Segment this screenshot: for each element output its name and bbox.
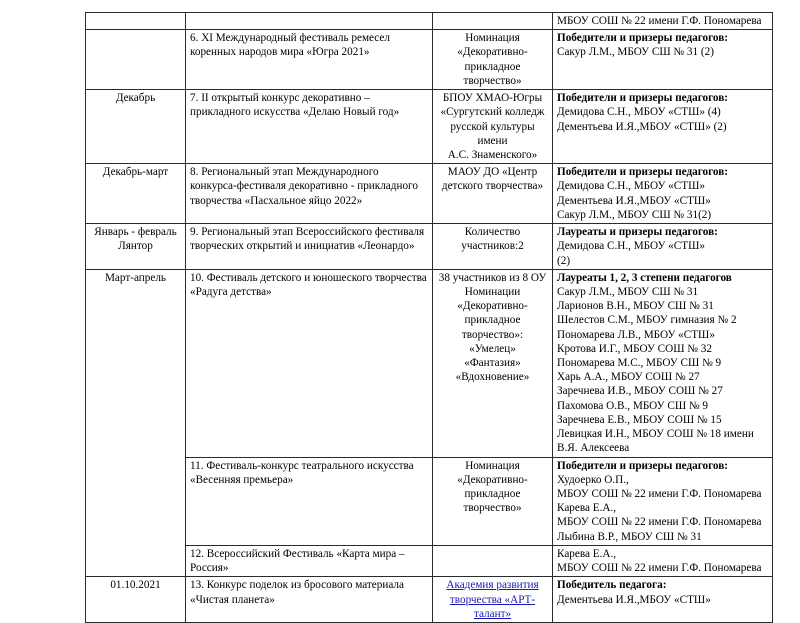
result-line: Демидова С.Н., МБОУ «СТШ» (4)	[557, 106, 721, 119]
organizer-line: творчество»:	[461, 328, 524, 341]
result-line: Сакур Л.М., МБОУ СШ № 31	[557, 285, 699, 298]
organizer-line: «Декоративно-прикладное	[457, 46, 528, 73]
organizer-line: «Фантазия»	[464, 357, 521, 370]
table-row	[86, 13, 773, 30]
cell-organizer	[433, 577, 553, 623]
cell-result	[553, 269, 773, 457]
result-line: МБОУ СОШ № 22 имени Г.Ф. Пономарева	[557, 516, 762, 529]
cell-period: Декабрь-март	[86, 164, 186, 224]
result-line: Демидова С.Н., МБОУ «СТШ»	[557, 180, 705, 193]
result-line: Ларионов В.Н., МБОУ СШ № 31	[557, 300, 714, 313]
result-line: Карева Е.А.,	[557, 502, 617, 515]
organizer-link-line: Академия развития	[446, 579, 539, 592]
cell-organizer	[433, 224, 553, 270]
cell-result	[553, 13, 773, 30]
result-line: Карева Е.А.,	[557, 547, 617, 560]
result-line: Пономарева Л.В., МБОУ «СТШ»	[557, 328, 715, 341]
organizer-line: творчество»	[463, 74, 522, 87]
result-heading: Победители и призеры педагогов:	[557, 166, 729, 179]
organizer-line: А.С. Знаменского»	[447, 148, 538, 161]
organizer-line: Номинация	[465, 459, 520, 472]
cell-organizer	[433, 457, 553, 545]
result-line: Левицкая И.Н., МБОУ СОШ № 18 имени В.Я. Алексеева	[557, 428, 754, 455]
result-heading: Победители и призеры педагогов:	[557, 32, 729, 45]
cell-event: 8. Региональный этап Международного конкурса-фестиваля декоративно - прикладного творчества «Пасхальное яйцо 2022»	[186, 164, 433, 224]
cell-result	[553, 545, 773, 576]
table-row	[86, 90, 773, 164]
organizer-hyperlink[interactable]	[437, 578, 548, 621]
result-line: Шелестов С.М., МБОУ гимназия № 2	[557, 314, 737, 327]
cell-period	[86, 224, 186, 270]
cell-period	[86, 13, 186, 30]
cell-result	[553, 90, 773, 164]
cell-result	[553, 224, 773, 270]
cell-event: 13. Конкурс поделок из бросового материала «Чистая планета»	[186, 577, 433, 623]
organizer-line: «Вдохновение»	[455, 371, 530, 384]
result-line: Лыбина В.Р., МБОУ СШ № 31	[557, 530, 702, 543]
organizer-line: БПОУ ХМАО-Югры	[442, 92, 543, 105]
organizer-line: творчество»	[463, 502, 522, 515]
result-line: Дементьева И.Я.,МБОУ «СТШ»	[557, 194, 711, 207]
table-body	[86, 13, 773, 623]
cell-organizer	[433, 545, 553, 576]
result-heading: Победитель педагога:	[557, 579, 667, 592]
cell-event: 12. Всероссийский Фестиваль «Карта мира – Россия»	[186, 545, 433, 576]
cell-event: 6. XI Международный фестиваль ремесел коренных народов мира «Югра 2021»	[186, 30, 433, 90]
cell-organizer	[433, 13, 553, 30]
result-line: Пахомова О.В., МБОУ СШ № 9	[557, 399, 708, 412]
table-row	[86, 224, 773, 270]
organizer-line: «Декоративно-прикладное	[457, 300, 528, 327]
result-line: Харь А.А., МБОУ СОШ № 27	[557, 371, 700, 384]
table-row	[86, 457, 773, 545]
cell-organizer	[433, 90, 553, 164]
organizer-line: «Сургутский колледж	[440, 106, 545, 119]
organizer-line: русской культуры имени	[450, 120, 535, 147]
result-line: МБОУ СОШ № 22 имени Г.Ф. Пономарева	[557, 15, 762, 27]
result-line: МБОУ СОШ № 22 имени Г.Ф. Пономарева	[557, 488, 762, 500]
result-heading: Лауреаты и призеры педагогов:	[557, 226, 718, 239]
period-line: Лянтор	[118, 240, 153, 253]
table-row	[86, 269, 773, 457]
cell-event: 11. Фестиваль-конкурс театрального искусства «Весенняя премьера»	[186, 457, 433, 545]
achievements-table	[85, 12, 773, 623]
result-line: Дементьева И.Я.,МБОУ «СТШ»	[557, 593, 711, 606]
cell-period: Март-апрель	[86, 269, 186, 577]
result-line: Сакур Л.М., МБОУ СШ № 31(2)	[557, 208, 712, 221]
cell-event: 10. Фестиваль детского и юношеского творчества «Радуга детства»	[186, 269, 433, 457]
organizer-line: Номинации	[464, 285, 521, 298]
result-line: Дементьева И.Я.,МБОУ «СТШ» (2)	[557, 120, 727, 133]
table-row	[86, 164, 773, 224]
result-line: МБОУ СОШ № 22 имени Г.Ф. Пономарева	[557, 562, 762, 575]
cell-period: 01.10.2021	[86, 577, 186, 623]
table-row	[86, 577, 773, 623]
result-line: Кротова И.Г., МБОУ СОШ № 32	[557, 342, 712, 355]
result-line: Сакур Л.М., МБОУ СШ № 31 (2)	[557, 46, 714, 59]
cell-result	[553, 164, 773, 224]
organizer-line: детского творчества»	[441, 180, 544, 193]
organizer-link-line: творчества «АРТ-талант»	[449, 593, 536, 620]
cell-result	[553, 577, 773, 623]
table-row	[86, 30, 773, 90]
organizer-line: Количество участников:2	[461, 226, 524, 253]
result-heading: Победители и призеры педагогов:	[557, 459, 729, 472]
result-line: Заречнева Е.В., МБОУ СОШ № 15	[557, 413, 722, 426]
cell-result	[553, 30, 773, 90]
result-line: Демидова С.Н., МБОУ «СТШ»	[557, 240, 705, 253]
organizer-line: 38 участников из 8 ОУ	[438, 271, 547, 284]
cell-period: Декабрь	[86, 90, 186, 164]
result-line: Худоерко О.П.,	[557, 473, 629, 486]
table-row	[86, 545, 773, 576]
cell-organizer	[433, 269, 553, 457]
organizer-line: МАОУ ДО «Центр	[447, 166, 538, 179]
period-line: Январь - февраль	[94, 226, 177, 239]
cell-event: 9. Региональный этап Всероссийского фестиваля творческих открытий и инициатив «Леонардо»	[186, 224, 433, 270]
organizer-line: «Умелец»	[469, 342, 516, 355]
cell-event	[186, 13, 433, 30]
cell-period	[86, 30, 186, 90]
result-line: (2)	[557, 254, 571, 267]
organizer-line: «Декоративно-прикладное	[457, 473, 528, 500]
cell-organizer	[433, 164, 553, 224]
result-heading: Лауреаты 1, 2, 3 степени педагогов	[557, 271, 732, 284]
organizer-line: Номинация	[465, 32, 520, 45]
result-line: Пономарева М.С., МБОУ СШ № 9	[557, 357, 722, 370]
result-line: Заречнева И.В., МБОУ СОШ № 27	[557, 385, 723, 398]
cell-result	[553, 457, 773, 545]
cell-organizer	[433, 30, 553, 90]
cell-event: 7. II открытый конкурс декоративно – прикладного искусства «Делаю Новый год»	[186, 90, 433, 164]
result-heading: Победители и призеры педагогов:	[557, 92, 729, 105]
